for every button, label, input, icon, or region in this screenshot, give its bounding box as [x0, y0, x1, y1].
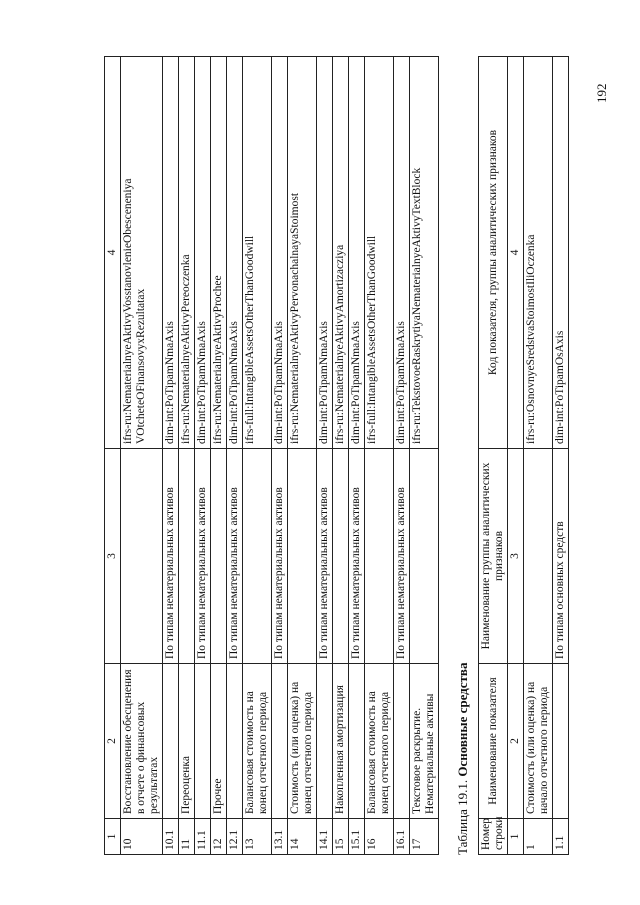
table-row	[272, 57, 288, 855]
table-row	[317, 57, 333, 855]
indicator-name-cell	[272, 664, 288, 819]
row-number-cell: 16.1	[394, 819, 410, 855]
column-number-cell: 3	[508, 449, 524, 664]
row-number-cell: 1.1	[553, 819, 569, 855]
row-number-cell: 12.1	[227, 819, 243, 855]
indicator-code-cell: dim-int:PoTipamNmaAxis	[195, 57, 211, 449]
attribute-group-cell: По типам нематериальных активов	[163, 449, 179, 664]
intangible-assets-table	[104, 56, 439, 855]
attribute-group-cell: По типам нематериальных активов	[195, 449, 211, 664]
column-number-cell: 2	[105, 664, 121, 819]
row-number-cell: 10	[121, 819, 163, 855]
indicator-code-cell: dim-int:PoTipamNmaAxis	[394, 57, 410, 449]
attribute-group-cell: По типам нематериальных активов	[227, 449, 243, 664]
attribute-group-cell	[121, 449, 163, 664]
column-number-cell: 1	[508, 819, 524, 855]
column-number-cell: 2	[508, 664, 524, 819]
page-number: 192	[594, 83, 609, 103]
column-number-cell: 1	[105, 819, 121, 855]
column-number-row	[508, 57, 524, 855]
table-row	[179, 57, 195, 855]
table-row	[365, 57, 394, 855]
attribute-group-cell	[410, 449, 439, 664]
indicator-code-cell: ifrs-ru:NematerialnyeAktivyVosstanovlenieObesceneniya VOtcheteOFinansovyxRezultatax	[121, 57, 163, 449]
indicator-name-cell: Балансовая стоимость на конец отчетного периода	[365, 664, 394, 819]
attribute-group-cell: По типам основных средств	[553, 449, 569, 664]
attribute-group-cell: По типам нематериальных активов	[272, 449, 288, 664]
indicator-name-cell	[349, 664, 365, 819]
indicator-name-cell	[195, 664, 211, 819]
indicator-name-cell: Текстовое раскрытие. Нематериальные активы	[410, 664, 439, 819]
attribute-group-cell	[524, 449, 553, 664]
table-row	[349, 57, 365, 855]
indicator-code-cell: ifrs-ru:NematerialnyeAktivyProchee	[211, 57, 227, 449]
table-header-row	[479, 57, 508, 855]
header-cell-number: Номер строки	[479, 819, 508, 855]
row-number-cell: 11.1	[195, 819, 211, 855]
indicator-code-cell: dim-int:PoTipamNmaAxis	[349, 57, 365, 449]
indicator-name-cell	[317, 664, 333, 819]
indicator-code-cell: dim-int:PoTipamNmaAxis	[163, 57, 179, 449]
table-row	[553, 57, 569, 855]
attribute-group-cell: По типам нематериальных активов	[349, 449, 365, 664]
header-cell-name: Наименование показателя	[479, 664, 508, 819]
table-row	[195, 57, 211, 855]
indicator-name-cell: Восстановление обесценения в отчете о финансовых результатах	[121, 664, 163, 819]
indicator-code-cell: ifrs-full:IntangibleAssetsOtherThanGoodwill	[243, 57, 272, 449]
indicator-name-cell: Накопленная амортизация	[333, 664, 349, 819]
indicator-code-cell: dim-int:PoTipamNmaAxis	[227, 57, 243, 449]
table-row	[288, 57, 317, 855]
row-number-cell: 10.1	[163, 819, 179, 855]
table-row	[243, 57, 272, 855]
indicator-name-cell	[163, 664, 179, 819]
column-number-cell: 4	[508, 57, 524, 449]
attribute-group-cell	[365, 449, 394, 664]
indicator-name-cell: Прочее	[211, 664, 227, 819]
indicator-code-cell: ifrs-ru:TekstovoeRaskrytiyaNematerialnyeAktivyTextBlock	[410, 57, 439, 449]
row-number-cell: 15.1	[349, 819, 365, 855]
attribute-group-cell	[211, 449, 227, 664]
indicator-name-cell: Переоценка	[179, 664, 195, 819]
indicator-name-cell	[394, 664, 410, 819]
indicator-code-cell: dim-int:PoTipamNmaAxis	[272, 57, 288, 449]
header-cell-code: Код показателя, группы аналитических признаков	[479, 57, 508, 449]
row-number-cell: 1	[524, 819, 553, 855]
table-header-row	[105, 57, 121, 855]
caption-title: Основные средства	[455, 662, 470, 777]
table-row	[394, 57, 410, 855]
attribute-group-cell	[333, 449, 349, 664]
column-number-cell: 4	[105, 57, 121, 449]
header-cell-group: Наименование группы аналитических признаков	[479, 449, 508, 664]
indicator-name-cell: Стоимость (или оценка) на начало отчетного периода	[524, 664, 553, 819]
indicator-name-cell: Балансовая стоимость на конец отчетного периода	[243, 664, 272, 819]
table-caption	[455, 663, 471, 855]
column-number-cell: 3	[105, 449, 121, 664]
indicator-name-cell: Стоимость (или оценка) на конец отчетного периода	[288, 664, 317, 819]
indicator-name-cell	[553, 664, 569, 819]
row-number-cell: 13.1	[272, 819, 288, 855]
row-number-cell: 17	[410, 819, 439, 855]
indicator-code-cell: ifrs-full:IntangibleAssetsOtherThanGoodwill	[365, 57, 394, 449]
row-number-cell: 13	[243, 819, 272, 855]
attribute-group-cell	[179, 449, 195, 664]
caption-prefix: Таблица 19.1.	[455, 779, 470, 855]
indicator-code-cell: ifrs-ru:NematerialnyeAktivyPervonachalnayaStoimost	[288, 57, 317, 449]
attribute-group-cell: По типам нематериальных активов	[394, 449, 410, 664]
indicator-name-cell	[227, 664, 243, 819]
row-number-cell: 11	[179, 819, 195, 855]
attribute-group-cell	[243, 449, 272, 664]
row-number-cell: 14.1	[317, 819, 333, 855]
table-row	[333, 57, 349, 855]
table-row	[227, 57, 243, 855]
table-row	[524, 57, 553, 855]
indicator-code-cell: ifrs-ru:NematerialnyeAktivyPereoczenka	[179, 57, 195, 449]
table-row	[163, 57, 179, 855]
row-number-cell: 12	[211, 819, 227, 855]
table-row	[410, 57, 439, 855]
indicator-code-cell: ifrs-ru:NematerialnyeAktivyAmortizacziya	[333, 57, 349, 449]
row-number-cell: 15	[333, 819, 349, 855]
attribute-group-cell: По типам нематериальных активов	[317, 449, 333, 664]
indicator-code-cell: dim-int:PoTipamNmaAxis	[317, 57, 333, 449]
fixed-assets-table	[478, 56, 569, 855]
table-row	[211, 57, 227, 855]
row-number-cell: 16	[365, 819, 394, 855]
row-number-cell: 14	[288, 819, 317, 855]
table-row	[121, 57, 163, 855]
attribute-group-cell	[288, 449, 317, 664]
indicator-code-cell: ifrs-ru:OsnovnyeSredstvaStoimostIliOczenka	[524, 57, 553, 449]
indicator-code-cell: dim-int:PoTipamOsAxis	[553, 57, 569, 449]
